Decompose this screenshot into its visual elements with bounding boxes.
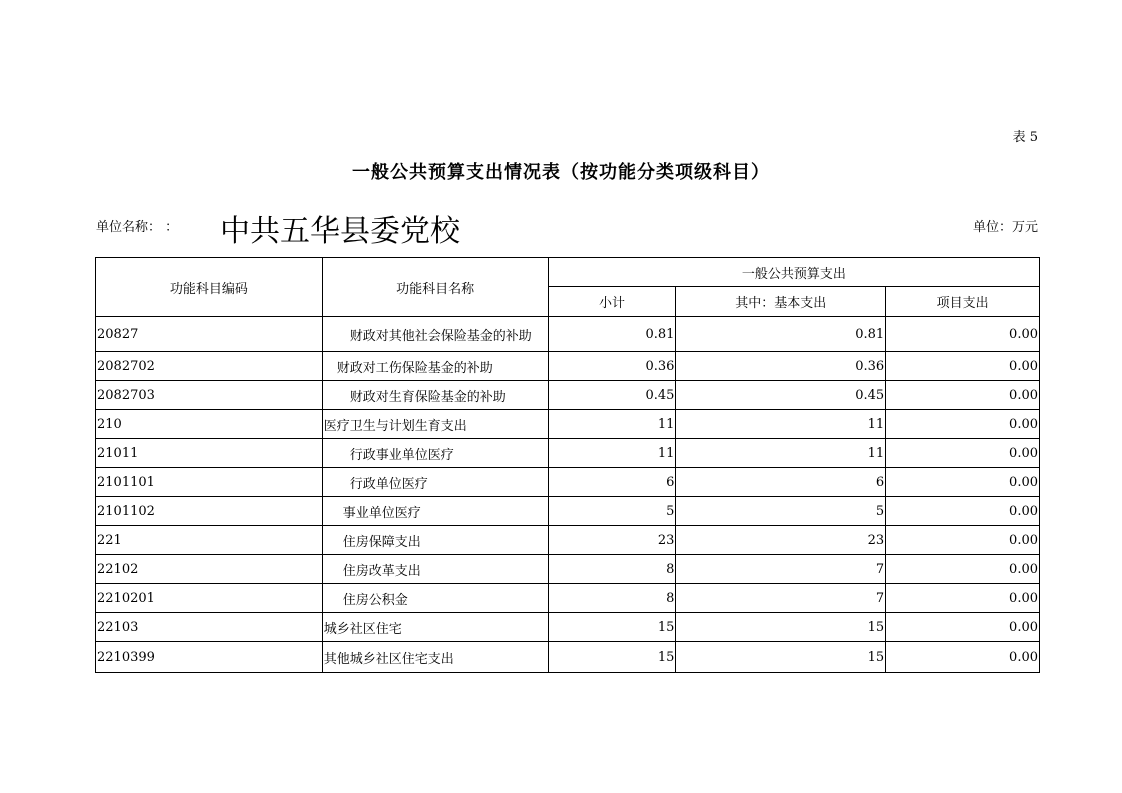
project-cell: 0.00	[886, 381, 1040, 410]
project-cell: 0.00	[886, 642, 1040, 673]
basic-cell: 0.45	[676, 381, 886, 410]
table-number: 表 5	[1012, 130, 1038, 145]
project-cell: 0.00	[886, 526, 1040, 555]
basic-cell: 7	[676, 555, 886, 584]
basic-cell: 15	[676, 613, 886, 642]
column-group-header: 一般公共预算支出	[548, 258, 1039, 287]
project-cell: 0.00	[886, 317, 1040, 352]
column-header-basic: 其中：基本支出	[676, 287, 886, 317]
code-cell: 221	[96, 526, 323, 555]
name-cell: 城乡社区住宅	[322, 613, 548, 642]
basic-cell: 6	[676, 468, 886, 497]
name-cell: 住房公积金	[322, 584, 548, 613]
project-cell: 0.00	[886, 410, 1040, 439]
name-cell: 行政事业单位医疗	[322, 439, 548, 468]
basic-cell: 11	[676, 439, 886, 468]
table-row	[96, 317, 1040, 352]
project-cell: 0.00	[886, 584, 1040, 613]
subtotal-cell: 8	[548, 555, 676, 584]
subtotal-cell: 11	[548, 439, 676, 468]
subtotal-cell: 11	[548, 410, 676, 439]
budget-table	[95, 257, 1040, 673]
name-cell: 行政单位医疗	[322, 468, 548, 497]
project-cell: 0.00	[886, 613, 1040, 642]
code-cell: 2210399	[96, 642, 323, 673]
name-cell: 财政对其他社会保险基金的补助	[322, 317, 548, 352]
table-row	[96, 642, 1040, 673]
table-row	[96, 439, 1040, 468]
code-cell: 2082702	[96, 352, 323, 381]
subtotal-cell: 15	[548, 642, 676, 673]
table-row	[96, 497, 1040, 526]
project-cell: 0.00	[886, 497, 1040, 526]
basic-cell: 15	[676, 642, 886, 673]
basic-cell: 0.36	[676, 352, 886, 381]
name-cell: 事业单位医疗	[322, 497, 548, 526]
column-header-project: 项目支出	[886, 287, 1040, 317]
code-cell: 22103	[96, 613, 323, 642]
subtotal-cell: 5	[548, 497, 676, 526]
code-cell: 2082703	[96, 381, 323, 410]
table-row	[96, 352, 1040, 381]
code-cell: 2101101	[96, 468, 323, 497]
name-cell: 住房保障支出	[322, 526, 548, 555]
table-row	[96, 584, 1040, 613]
table-row	[96, 468, 1040, 497]
basic-cell: 0.81	[676, 317, 886, 352]
basic-cell: 23	[676, 526, 886, 555]
column-header-subtotal: 小计	[548, 287, 676, 317]
project-cell: 0.00	[886, 439, 1040, 468]
code-cell: 21011	[96, 439, 323, 468]
project-cell: 0.00	[886, 555, 1040, 584]
subtotal-cell: 0.36	[548, 352, 676, 381]
unit-name-value: 中共五华县委党校	[220, 214, 460, 249]
unit-name-label: 单位名称： ：	[96, 220, 179, 235]
column-header-name: 功能科目名称	[322, 258, 548, 317]
subtotal-cell: 6	[548, 468, 676, 497]
table-row	[96, 410, 1040, 439]
subtotal-cell: 8	[548, 584, 676, 613]
basic-cell: 5	[676, 497, 886, 526]
table-row	[96, 381, 1040, 410]
table-row	[96, 526, 1040, 555]
project-cell: 0.00	[886, 352, 1040, 381]
subtotal-cell: 23	[548, 526, 676, 555]
page-title: 一般公共预算支出情况表（按功能分类项级科目）	[352, 162, 770, 183]
name-cell: 住房改革支出	[322, 555, 548, 584]
subtotal-cell: 0.45	[548, 381, 676, 410]
table-row	[96, 613, 1040, 642]
name-cell: 财政对工伤保险基金的补助	[322, 352, 548, 381]
code-cell: 2210201	[96, 584, 323, 613]
subtotal-cell: 15	[548, 613, 676, 642]
name-cell: 医疗卫生与计划生育支出	[322, 410, 548, 439]
column-header-code: 功能科目编码	[96, 258, 323, 317]
code-cell: 2101102	[96, 497, 323, 526]
project-cell: 0.00	[886, 468, 1040, 497]
name-cell: 财政对生育保险基金的补助	[322, 381, 548, 410]
currency-unit-label: 单位：万元	[972, 220, 1038, 235]
name-cell: 其他城乡社区住宅支出	[322, 642, 548, 673]
code-cell: 210	[96, 410, 323, 439]
basic-cell: 7	[676, 584, 886, 613]
basic-cell: 11	[676, 410, 886, 439]
code-cell: 20827	[96, 317, 323, 352]
table-row	[96, 555, 1040, 584]
subtotal-cell: 0.81	[548, 317, 676, 352]
code-cell: 22102	[96, 555, 323, 584]
